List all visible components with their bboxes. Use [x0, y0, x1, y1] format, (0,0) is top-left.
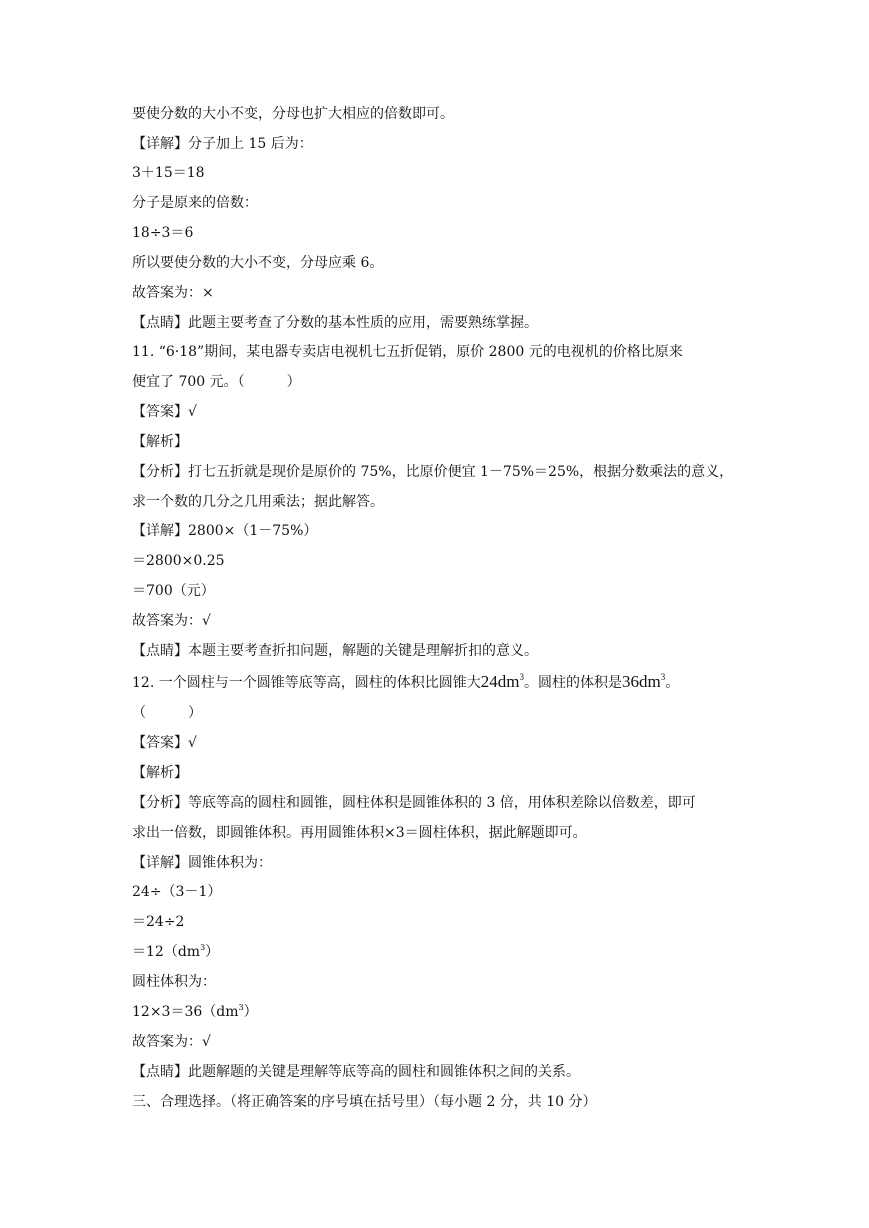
- equation-line: ＝700（元）: [132, 583, 215, 599]
- analysis-line: 【分析】打七五折就是现价是原价的 75%，比原价便宜 1－75%＝25%，根据分数乘法的意义，: [132, 464, 734, 480]
- detail-line: 【详解】2800×（1－75%）: [132, 523, 318, 539]
- detail-line: 【详解】圆锥体积为：: [132, 855, 272, 871]
- detail-line: 【详解】分子加上 15 后为：: [132, 136, 313, 152]
- section-heading: 三、合理选择。（将正确答案的序号填在括号里）（每小题 2 分，共 10 分）: [132, 1094, 597, 1110]
- question-12-part: 。圆柱的体积是: [523, 675, 622, 691]
- answer-label: 【答案】√: [132, 404, 197, 420]
- text-line: 圆柱体积为：: [132, 974, 216, 990]
- answer-line: 故答案为：√: [132, 613, 211, 629]
- text-line: 所以要使分数的大小不变，分母应乘 6。: [132, 255, 384, 271]
- answer-line: 故答案为：√: [132, 1034, 211, 1050]
- text-line: 分子是原来的倍数：: [132, 195, 258, 211]
- question-12-text: [132, 672, 679, 693]
- question-12-bracket: （ ）: [132, 705, 202, 721]
- analysis-line-cont: 求一个数的几分之几用乘法；据此解答。: [132, 494, 384, 510]
- analysis-label: 【解析】: [132, 765, 188, 781]
- volume-value: $36dm^3$: [621, 672, 666, 691]
- comment-line: 【点睛】此题主要考查了分数的基本性质的应用，需要熟练掌握。: [132, 315, 538, 331]
- text-line: 要使分数的大小不变，分母也扩大相应的倍数即可。: [132, 106, 454, 122]
- analysis-label: 【解析】: [132, 434, 188, 450]
- equation-line: $12\times 3=36(dm^3)$: [132, 1003, 258, 1020]
- answer-label: 【答案】√: [132, 735, 197, 751]
- question-12-part: 12. 一个圆柱与一个圆锥等底等高，圆柱的体积比圆锥大: [132, 675, 481, 691]
- question-11-text: 11. “6·18”期间，某电器专卖店电视机七五折促销，原价 2800 元的电视机的价格比原来: [132, 344, 683, 360]
- answer-line: 故答案为：×: [132, 285, 214, 301]
- equation-line: ＝2800×0.25: [132, 553, 225, 569]
- question-12-part: 。: [665, 675, 680, 691]
- comment-line: 【点睛】此题解题的关键是理解等底等高的圆柱和圆锥体积之间的关系。: [132, 1064, 580, 1080]
- comment-line: 【点睛】本题主要考查折扣问题，解题的关键是理解折扣的意义。: [132, 643, 538, 659]
- equation-line: 3＋15＝18: [132, 165, 205, 181]
- equation-line: 18÷3＝6: [132, 225, 194, 241]
- equation-line: 24÷（3－1）: [132, 884, 222, 900]
- volume-value: $24dm^3$: [480, 672, 524, 691]
- analysis-line: 【分析】等底等高的圆柱和圆锥，圆柱体积是圆锥体积的 3 倍，用体积差除以倍数差，即可: [132, 795, 696, 811]
- equation-line: $=12(dm^3)$: [132, 943, 220, 960]
- question-11-text-cont: 便宜了 700 元。（ ）: [132, 374, 301, 390]
- equation-line: ＝24÷2: [132, 914, 185, 930]
- analysis-line-cont: 求出一倍数，即圆锥体积。再用圆锥体积×3＝圆柱体积，据此解题即可。: [132, 825, 587, 841]
